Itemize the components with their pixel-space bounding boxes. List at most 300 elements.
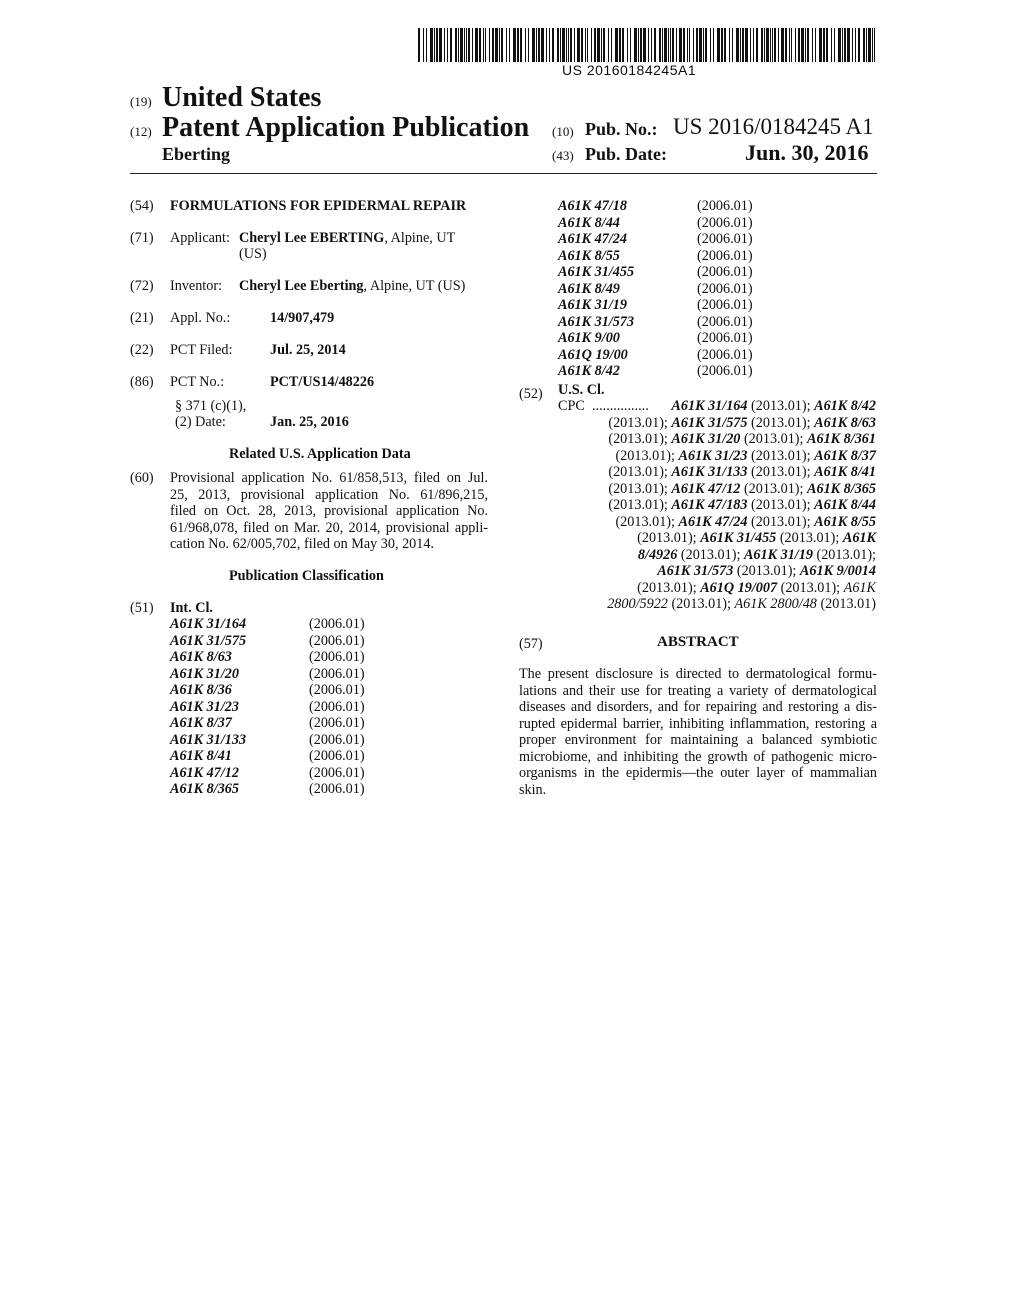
barcode-bar — [740, 28, 741, 62]
barcode-bar — [634, 28, 637, 62]
int-cl-version: (2006.01) — [309, 748, 365, 764]
cpc-class: A61K 8/37 — [814, 447, 876, 464]
pub-no-label: Pub. No.: — [585, 119, 658, 139]
code-43: (43) — [552, 148, 574, 163]
int-cl-class: A61K 9/00 — [558, 330, 620, 346]
barcode-bar — [587, 28, 588, 62]
cpc-version: (2013.01) — [816, 596, 876, 612]
inventor-code: (72) — [130, 278, 154, 294]
int-cl-row — [170, 632, 365, 650]
barcode-bar — [805, 28, 806, 62]
barcode-bar — [703, 28, 704, 62]
cpc-line — [638, 547, 876, 564]
barcode-bar — [536, 28, 537, 62]
barcode-bar — [455, 28, 457, 62]
int-cl-version: (2006.01) — [697, 264, 753, 280]
barcode-bar — [447, 28, 448, 62]
abstract-line: proper environment for maintaining a balanced symbiotic — [519, 732, 877, 748]
barcode-bar — [750, 28, 751, 62]
barcode-bar — [798, 28, 800, 62]
barcode-bar — [795, 28, 796, 62]
us-cl-label: U.S. Cl. — [558, 382, 605, 398]
provisional-code: (60) — [130, 470, 154, 486]
cpc-version: (2013.01); — [777, 579, 844, 596]
barcode-bar — [696, 28, 698, 62]
cpc-line — [671, 398, 876, 415]
barcode-bar — [781, 28, 784, 62]
int-cl-row — [558, 363, 753, 380]
barcode-bar — [705, 28, 707, 62]
cpc-line — [615, 448, 876, 465]
int-cl-row — [170, 698, 365, 716]
cpc-class: A61K 9/0014 — [799, 563, 876, 579]
barcode-bar — [591, 28, 592, 62]
int-cl-version: (2006.01) — [697, 297, 753, 313]
prov-line: cation No. 62/005,702, filed on May 30, 2014. — [170, 536, 435, 552]
code-10: (10) — [552, 124, 574, 139]
cpc-class: A61K 31/455 — [700, 530, 777, 546]
cpc-version: (2013.01); — [747, 497, 815, 513]
cpc-class: A61K 8/63 — [814, 414, 876, 431]
barcode-bar — [458, 28, 459, 62]
s371-date-value: Jan. 25, 2016 — [270, 414, 349, 430]
cpc-class: A61K — [842, 530, 876, 546]
int-cl-version: (2006.01) — [697, 231, 753, 247]
title: FORMULATIONS FOR EPIDERMAL REPAIR — [170, 198, 467, 214]
int-cl-row — [558, 231, 753, 248]
barcode-bar — [801, 28, 804, 62]
cpc-version: (2013.01); — [747, 464, 815, 480]
cpc-version: (2013.01); — [608, 497, 672, 513]
s371-date-label: (2) Date: — [175, 414, 226, 430]
abstract-line: lations and their use for treating a variety of dermatological — [519, 682, 877, 699]
int-cl-class: A61K 8/365 — [170, 781, 239, 797]
cpc-version: (2013.01); — [747, 447, 815, 464]
barcode-bar — [538, 28, 540, 62]
barcode-bar — [866, 28, 867, 62]
cpc-class: A61K 8/44 — [814, 497, 876, 513]
inventor — [239, 278, 465, 295]
int-cl-class: A61K 8/49 — [558, 280, 620, 297]
int-cl-row — [558, 313, 753, 331]
cpc-line — [637, 580, 876, 597]
barcode-bar — [525, 28, 526, 62]
barcode-bar — [568, 28, 569, 62]
barcode-bar — [772, 28, 773, 62]
barcode-bar — [557, 28, 559, 62]
int-cl-version: (2006.01) — [697, 198, 753, 214]
prov-line: 61/968,078, filed on Mar. 20, 2014, provisional appli- — [170, 519, 488, 536]
barcode-bar — [693, 28, 694, 62]
inventor-name: Cheryl Lee Eberting — [239, 278, 364, 294]
cpc-class: A61K 31/573 — [657, 563, 734, 579]
barcode-bar — [601, 28, 602, 62]
appl-code: (21) — [130, 310, 154, 326]
int-cl-class: A61K 31/575 — [170, 632, 247, 649]
barcode-bar — [863, 28, 865, 62]
barcode-bar — [546, 28, 547, 62]
int-cl-version: (2006.01) — [309, 781, 365, 797]
cpc-version: (2013.01); — [608, 480, 672, 497]
cpc-line — [608, 481, 876, 498]
cpc-class: A61K 31/20 — [671, 431, 741, 447]
doc-type: Patent Application Publication — [162, 112, 530, 143]
barcode-bar — [662, 28, 663, 62]
applicant-loc2: (US) — [239, 246, 267, 262]
barcode-bar — [831, 28, 832, 62]
barcode-bar — [687, 28, 688, 62]
barcode-bar — [622, 28, 624, 62]
country: United States — [162, 82, 322, 113]
cpc-version: (2013.01); — [608, 431, 672, 447]
barcode-bar — [615, 28, 618, 62]
cpc-line — [608, 431, 876, 448]
applicant-loc: , Alpine, UT — [384, 230, 456, 246]
inventor-label: Inventor: — [170, 278, 223, 294]
barcode-bar — [654, 28, 656, 62]
abstract-line: The present disclosure is directed to dermatological formu- — [519, 666, 877, 682]
barcode-bar — [466, 28, 467, 62]
inventor-short: Eberting — [162, 144, 231, 164]
cpc-version: (2013.01); — [608, 414, 672, 431]
barcode-bar — [597, 28, 600, 62]
int-cl-class: A61K 8/63 — [170, 649, 232, 665]
int-cl-version: (2006.01) — [309, 665, 365, 682]
int-cl-version: (2006.01) — [697, 313, 753, 330]
barcode-bar — [819, 28, 822, 62]
barcode-bar — [844, 28, 846, 62]
int-cl-version: (2006.01) — [309, 731, 365, 748]
abstract-line: microbiome, and inhibiting the growth of pathogenic micro- — [519, 748, 877, 765]
cpc-class: A61K 47/183 — [671, 497, 748, 513]
barcode-bar — [764, 28, 765, 62]
cpc-version: (2013.01); — [608, 464, 672, 480]
appl-label: Appl. No.: — [170, 310, 231, 326]
int-cl-class: A61K 8/41 — [170, 748, 232, 764]
int-cl-version: (2006.01) — [309, 649, 365, 665]
int-cl-version: (2006.01) — [697, 280, 753, 297]
cpc-version: (2013.01); — [637, 579, 701, 596]
applicant-name: Cheryl Lee EBERTING — [239, 230, 385, 246]
title-code: (54) — [130, 198, 154, 214]
pub-class-heading: Publication Classification — [229, 568, 384, 584]
barcode-bar — [872, 28, 873, 62]
cpc-version: (2013.01); — [733, 563, 800, 579]
barcode-bar — [501, 28, 503, 62]
barcode-bar — [460, 28, 463, 62]
barcode-bar — [485, 28, 486, 62]
barcode-bar — [436, 28, 438, 62]
cpc-version: (2013.01); — [740, 431, 808, 447]
barcode-bar — [549, 28, 550, 62]
cpc-class: A61K 31/575 — [671, 414, 748, 431]
int-cl-version: (2006.01) — [697, 363, 753, 379]
int-cl-label: Int. Cl. — [170, 600, 213, 616]
barcode-bar — [659, 28, 661, 62]
barcode-bar — [868, 28, 871, 62]
barcode-bar — [468, 28, 470, 62]
abstract-line: organisms in the epidermis—the outer layer of mammalian — [519, 765, 877, 781]
int-cl-row — [170, 764, 365, 782]
cpc-version: (2013.01); — [667, 596, 735, 612]
barcode-bar — [520, 28, 522, 62]
cpc-class: A61K 8/361 — [807, 431, 876, 447]
barcode-bar — [570, 28, 572, 62]
code-19: (19) — [130, 94, 152, 109]
cpc-class: A61K 8/42 — [814, 398, 876, 414]
cpc-label: CPC — [558, 398, 585, 414]
barcode-bar — [483, 28, 484, 62]
int-cl-class: A61K 47/24 — [558, 231, 627, 247]
int-cl-row — [558, 264, 753, 281]
barcode-bar — [791, 28, 792, 62]
barcode-bar — [492, 28, 494, 62]
pct-no-label: PCT No.: — [170, 374, 225, 390]
cpc-version: (2013.01); — [747, 398, 815, 414]
abstract-heading: ABSTRACT — [657, 634, 739, 650]
barcode-bar — [532, 28, 535, 62]
int-cl-version: (2006.01) — [309, 764, 365, 781]
abstract-line: diseases and disorders, and for repairing and restoring a dis- — [519, 699, 877, 715]
int-cl-version: (2006.01) — [697, 214, 753, 231]
barcode-bar — [842, 28, 843, 62]
cpc-class: A61K 2800/48 — [734, 596, 817, 612]
barcode-bar — [756, 28, 758, 62]
barcode-bar — [778, 28, 779, 62]
barcode-bar — [475, 28, 478, 62]
int-cl-code: (51) — [130, 600, 154, 616]
barcode-bar — [736, 28, 739, 62]
int-cl-class: A61K 31/573 — [558, 313, 635, 330]
barcode-bar — [574, 28, 575, 62]
barcode-bar — [812, 28, 813, 62]
cpc-line — [637, 530, 876, 547]
barcode-bar — [541, 28, 544, 62]
barcode-bar — [444, 28, 445, 62]
int-cl-version: (2006.01) — [309, 698, 365, 715]
barcode-bar — [664, 28, 667, 62]
barcode-bar — [603, 28, 605, 62]
prov-line: Provisional application No. 61/858,513, filed on Jul. — [170, 470, 488, 486]
barcode-bar — [594, 28, 596, 62]
cpc-version: (2013.01); — [776, 530, 843, 546]
int-cl-row — [170, 682, 365, 699]
applicant-label: Applicant: — [170, 230, 230, 246]
int-cl-row — [558, 297, 753, 314]
cpc-class: A61K 47/12 — [671, 480, 741, 497]
barcode-number: US 20160184245A1 — [562, 62, 697, 78]
barcode-bar — [562, 28, 565, 62]
barcode-bar — [761, 28, 763, 62]
appl-value: 14/907,479 — [270, 310, 335, 326]
barcode-bar — [679, 28, 682, 62]
us-cl-code: (52) — [519, 386, 543, 402]
cpc-line — [657, 563, 876, 580]
barcode-bar — [509, 28, 510, 62]
barcode-bar — [742, 28, 744, 62]
cpc-class: A61K 31/19 — [743, 546, 813, 563]
pct-filed-code: (22) — [130, 342, 154, 358]
pct-no-value: PCT/US14/48226 — [270, 374, 375, 390]
barcode-bar — [717, 28, 720, 62]
cpc-class: A61K 47/24 — [678, 513, 748, 530]
int-cl-version: (2006.01) — [697, 330, 753, 346]
cpc-class: A61K 31/164 — [671, 398, 748, 414]
pct-filed-label: PCT Filed: — [170, 342, 233, 358]
related-heading: Related U.S. Application Data — [229, 446, 411, 462]
cpc-line — [615, 514, 876, 531]
barcode-bar — [710, 28, 711, 62]
barcode-bar — [699, 28, 702, 62]
barcode-bar — [774, 28, 776, 62]
barcode-bar — [506, 28, 507, 62]
int-cl-row — [558, 214, 753, 232]
barcode-bar — [770, 28, 771, 62]
int-cl-row — [170, 649, 365, 666]
cpc-class: A61Q 19/007 — [700, 579, 778, 596]
barcode-bar — [528, 28, 529, 62]
applicant — [239, 230, 455, 247]
barcode-bar — [479, 28, 481, 62]
cpc-line — [608, 464, 876, 481]
barcode-bar — [823, 28, 825, 62]
int-cl-class: A61K 8/55 — [558, 247, 620, 264]
barcode-bar — [638, 28, 639, 62]
cpc-class: 8/4926 — [637, 546, 678, 563]
barcode-bar — [627, 28, 628, 62]
s371-label: § 371 (c)(1), — [175, 398, 247, 414]
barcode-bar — [640, 28, 642, 62]
cpc-line — [608, 497, 876, 514]
cpc-version: (2013.01); — [740, 480, 808, 497]
cpc-version: (2013.01); — [615, 447, 679, 464]
barcode-bar — [619, 28, 621, 62]
barcode-bar — [834, 28, 835, 62]
barcode-bar — [560, 28, 561, 62]
int-cl-version: (2006.01) — [309, 715, 365, 731]
int-cl-version: (2006.01) — [309, 616, 365, 632]
int-cl-version: (2006.01) — [697, 346, 753, 363]
barcode-bar — [724, 28, 726, 62]
int-cl-row — [558, 247, 753, 265]
int-cl-row — [558, 346, 753, 364]
barcode-bar — [651, 28, 652, 62]
barcode-bar — [434, 28, 435, 62]
header-rule — [130, 173, 877, 174]
barcode-bar — [852, 28, 853, 62]
cpc-class: 2800/5922 — [607, 596, 668, 612]
int-cl-class: A61K 31/20 — [170, 665, 239, 682]
int-cl-class: A61K 8/42 — [558, 363, 620, 379]
barcode-bar — [577, 28, 580, 62]
int-cl-version: (2006.01) — [697, 247, 753, 264]
int-cl-row — [170, 665, 365, 683]
barcode-bar — [630, 28, 631, 62]
int-cl-row — [170, 748, 365, 765]
int-cl-class: A61K 31/455 — [558, 264, 635, 280]
pct-no-code: (86) — [130, 374, 154, 390]
barcode-bar — [426, 28, 427, 62]
prov-line: filed on Oct. 28, 2013, provisional application No. — [170, 503, 488, 519]
abstract-line: skin. — [519, 781, 547, 798]
cpc-line — [608, 415, 876, 432]
int-cl-class: A61K 31/164 — [170, 616, 247, 632]
cpc-version: (2013.01); — [747, 513, 815, 530]
int-cl-row — [170, 731, 365, 749]
int-cl-row — [170, 616, 365, 633]
int-cl-class: A61K 8/44 — [558, 214, 620, 231]
abstract-code: (57) — [519, 636, 543, 652]
barcode-bar — [585, 28, 586, 62]
cpc-version: (2013.01); — [677, 546, 744, 563]
cpc-class: A61K 31/133 — [671, 464, 748, 480]
pub-date-value: Jun. 30, 2016 — [745, 140, 869, 165]
int-cl-class: A61K 31/133 — [170, 731, 247, 748]
barcode-bar — [489, 28, 490, 62]
barcode-bar — [789, 28, 790, 62]
barcode-bar — [815, 28, 816, 62]
cpc-class: A61K 31/23 — [678, 447, 748, 464]
barcode-bar — [838, 28, 841, 62]
int-cl-version: (2006.01) — [309, 632, 365, 649]
cpc-version: (2013.01); — [615, 513, 679, 530]
barcode-bar — [439, 28, 442, 62]
code-12: (12) — [130, 124, 152, 139]
barcode-bar — [683, 28, 685, 62]
barcode-bar — [874, 28, 875, 62]
prov-line: 25, 2013, provisional application No. 61/896,215, — [170, 486, 488, 503]
barcode-bar — [858, 28, 860, 62]
barcode-bar — [418, 28, 420, 62]
barcode-bar — [648, 28, 649, 62]
inventor-loc: , Alpine, UT (US) — [363, 278, 466, 294]
abstract-line: rupted epidermal barrier, inhibiting inflammation, restoring a — [519, 715, 877, 732]
int-cl-class: A61K 8/37 — [170, 715, 232, 731]
int-cl-row — [558, 280, 753, 298]
barcode-bar — [807, 28, 809, 62]
cpc-line — [607, 596, 876, 613]
int-cl-row — [170, 781, 365, 798]
barcode-bar — [732, 28, 733, 62]
int-cl-version: (2006.01) — [309, 682, 365, 698]
applicant-code: (71) — [130, 230, 154, 246]
barcode-bar — [552, 28, 554, 62]
barcode-bar — [766, 28, 769, 62]
barcode-bar — [855, 28, 856, 62]
cpc-version: (2013.01); — [747, 414, 815, 431]
barcode-bar — [670, 28, 671, 62]
barcode-bar — [430, 28, 433, 62]
barcode-bar — [608, 28, 609, 62]
barcode-bar — [611, 28, 612, 62]
int-cl-row — [170, 715, 365, 732]
barcode-bar — [713, 28, 714, 62]
barcode-bar — [513, 28, 516, 62]
int-cl-class: A61K 8/36 — [170, 682, 232, 698]
barcode-bar — [581, 28, 583, 62]
barcode — [418, 28, 876, 62]
int-cl-class: A61K 31/23 — [170, 698, 239, 715]
barcode-bar — [643, 28, 646, 62]
barcode-bar — [672, 28, 674, 62]
int-cl-class: A61K 31/19 — [558, 297, 627, 313]
cpc-dots: ................ — [592, 398, 649, 414]
barcode-bar — [729, 28, 730, 62]
barcode-bar — [517, 28, 519, 62]
pub-date-label: Pub. Date: — [585, 144, 667, 164]
barcode-bar — [826, 28, 828, 62]
barcode-bar — [847, 28, 850, 62]
